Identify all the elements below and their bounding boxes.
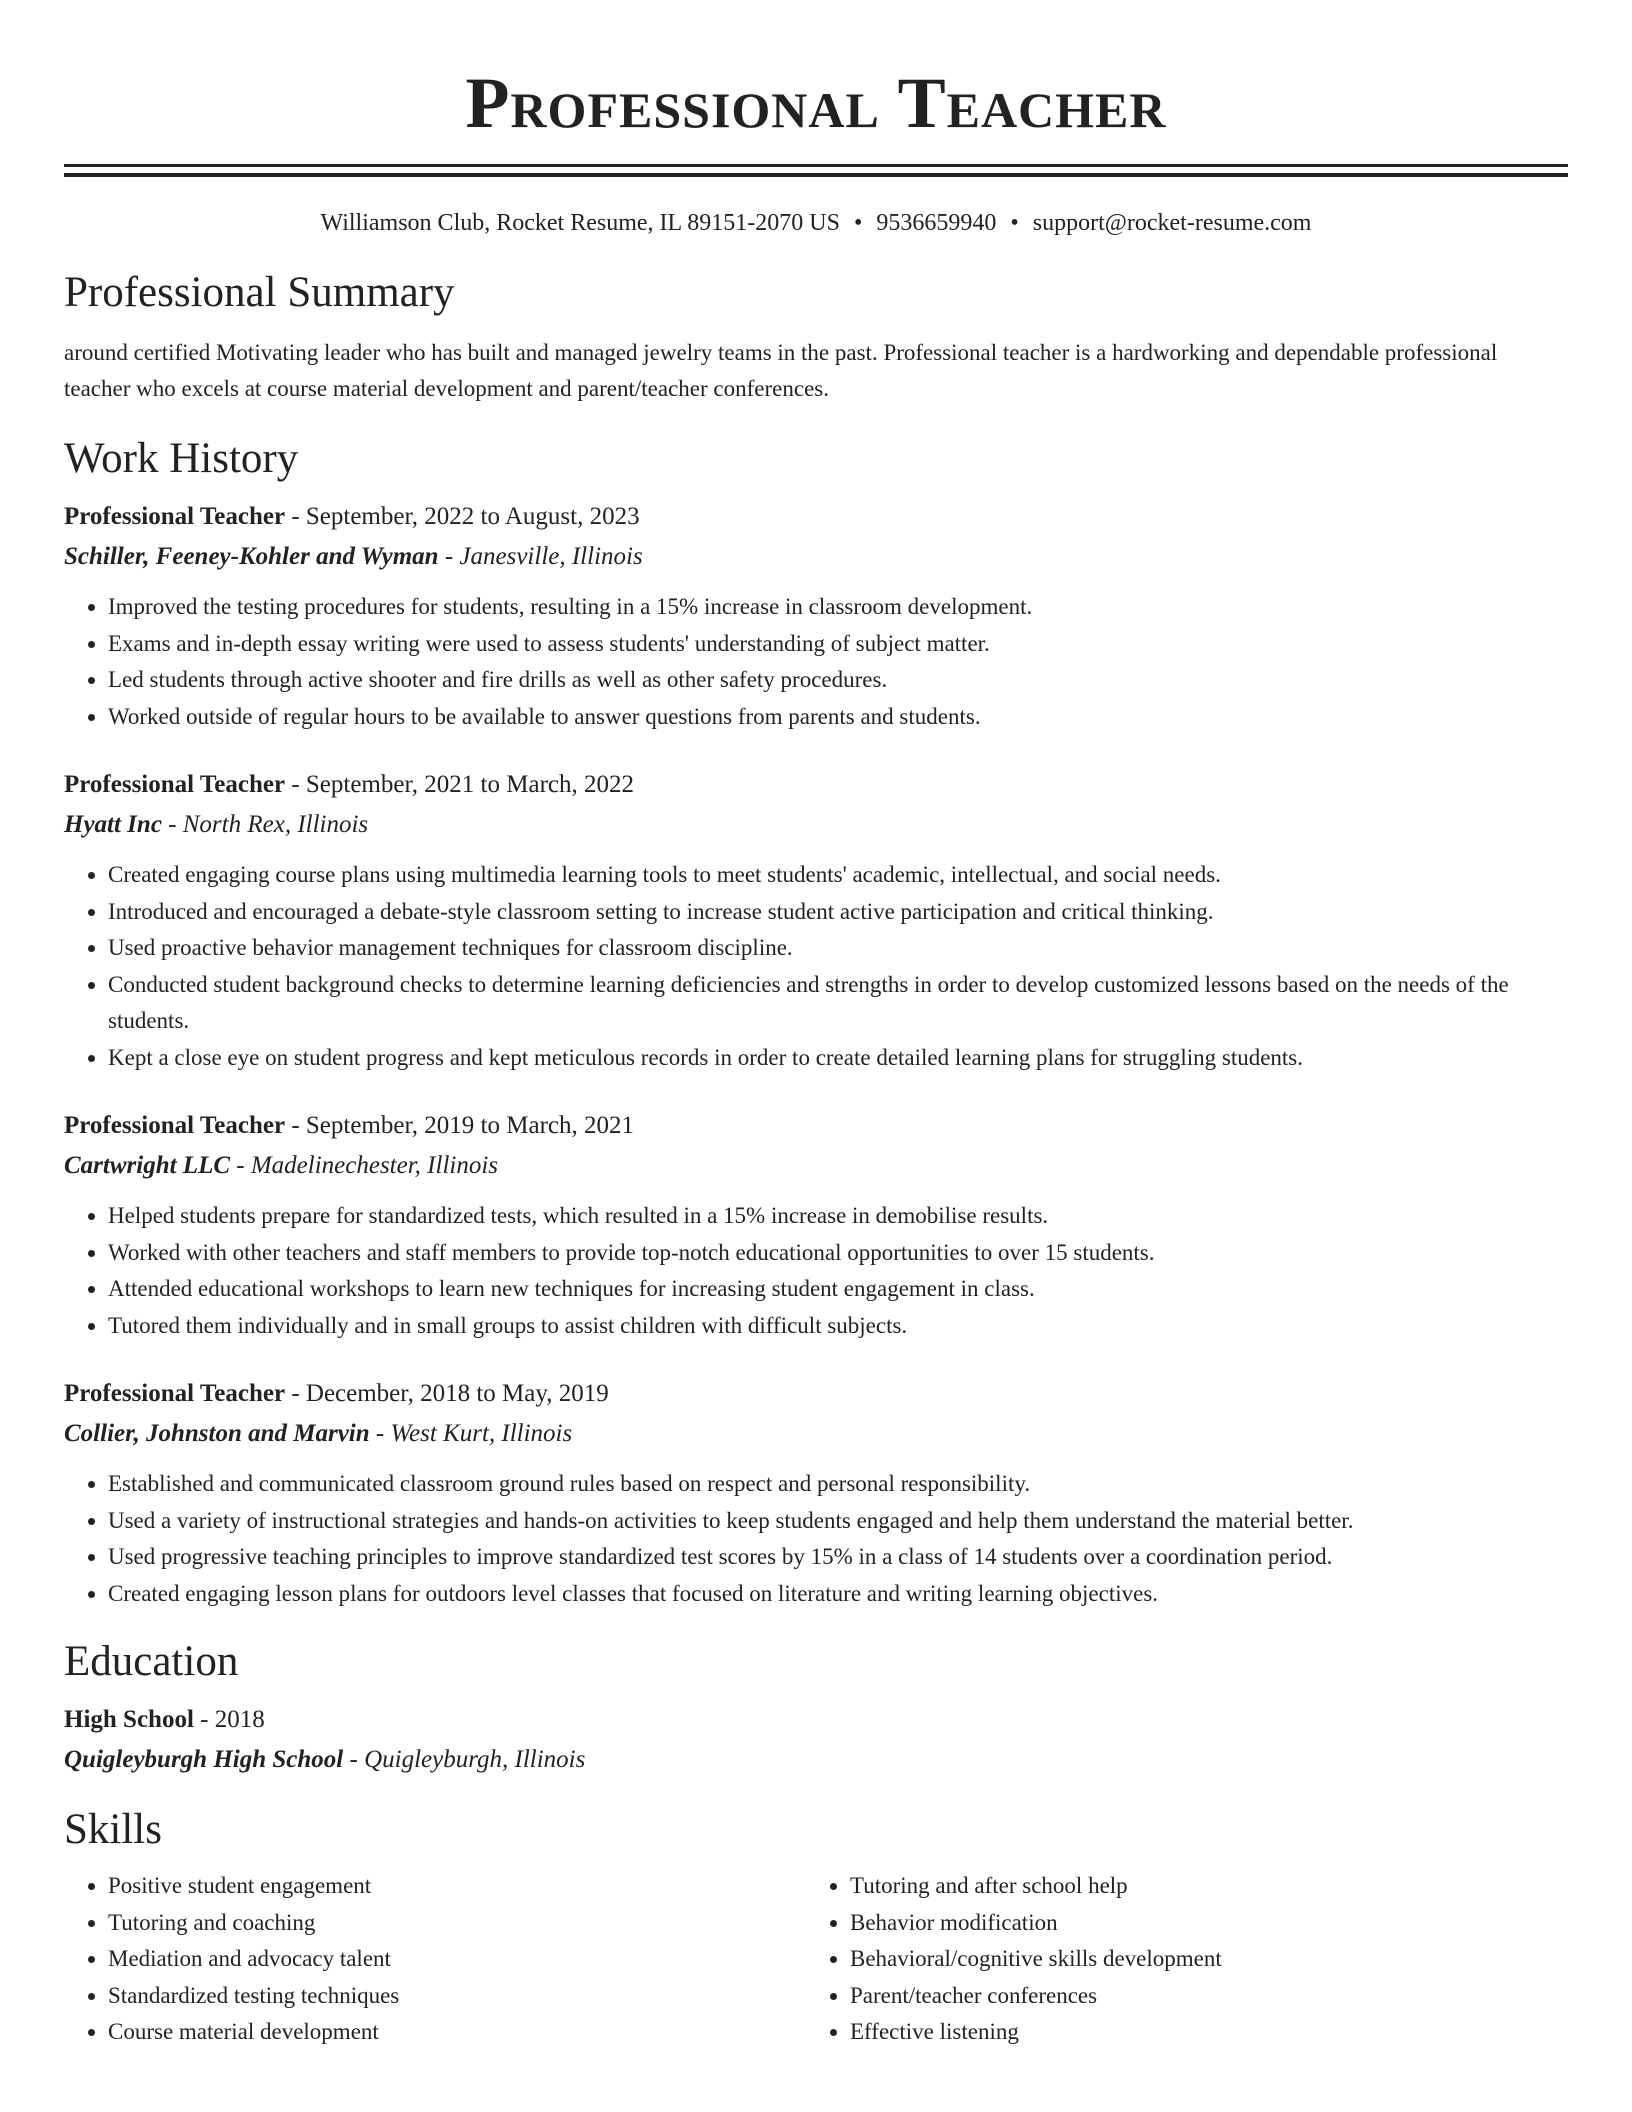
education-heading: Education <box>64 1638 239 1685</box>
employer-name: Schiller, Feeney-Kohler and Wyman <box>64 543 439 570</box>
job-bullet: • Kept a close eye on student progress and kept meticulous records in order to create detailed learning plans for struggling students. <box>108 1040 1568 1077</box>
summary-heading: Professional Summary <box>64 269 455 316</box>
job-bullet: • Created engaging course plans using multimedia learning tools to meet students' academic, intellectual, and social needs. <box>108 857 1568 894</box>
job-title-line: Professional Teacher - September, 2019 to March, 2021 <box>64 1112 634 1139</box>
education-degree-line: High School - 2018 <box>64 1706 265 1733</box>
skill-item: • Effective listening <box>850 2014 1548 2051</box>
resume-page <box>64 0 1568 2051</box>
job-bullet: • Exams and in-depth essay writing were used to assess students' understanding of subject matter. <box>108 626 1568 663</box>
education-year: 2018 <box>214 1706 265 1733</box>
education-degree: High School <box>64 1706 194 1733</box>
employer-line: Cartwright LLC - Madelinechester, Illinois <box>64 1152 499 1179</box>
employer-location: West Kurt, Illinois <box>390 1420 573 1447</box>
header-divider-bottom <box>64 173 1568 177</box>
work-history-heading: Work History <box>64 435 299 482</box>
job-bullets <box>64 1198 1568 1344</box>
job-bullet: • Tutored them individually and in small groups to assist children with difficult subjects. <box>108 1308 1568 1345</box>
employer-line: Hyatt Inc - North Rex, Illinois <box>64 811 369 838</box>
job-title: Professional Teacher <box>64 1112 286 1139</box>
contact-separator: • <box>853 210 863 236</box>
skill-item: • Tutoring and after school help <box>850 1868 1548 1905</box>
contact-email: support@rocket-resume.com <box>1032 210 1312 236</box>
contact-line <box>64 207 1568 239</box>
skills-left-column <box>64 1868 806 2051</box>
job-dates: September, 2022 to August, 2023 <box>305 503 640 530</box>
job-title-line: Professional Teacher - September, 2021 to March, 2022 <box>64 771 634 798</box>
skill-item: • Parent/teacher conferences <box>850 1978 1548 2015</box>
job-bullet: • Attended educational workshops to learn new techniques for increasing student engagement in class. <box>108 1271 1568 1308</box>
job-entry <box>64 1106 1568 1344</box>
resume-name: Professional Teacher <box>465 63 1167 143</box>
job-title-line: Professional Teacher - December, 2018 to May, 2019 <box>64 1380 609 1407</box>
job-bullet: • Used proactive behavior management techniques for classroom discipline. <box>108 930 1568 967</box>
skill-item: • Behavior modification <box>850 1905 1548 1942</box>
job-bullet: • Helped students prepare for standardized tests, which resulted in a 15% increase in demobilise results. <box>108 1198 1568 1235</box>
education-location: Quigleyburgh, Illinois <box>364 1746 586 1773</box>
job-dates: September, 2019 to March, 2021 <box>305 1112 634 1139</box>
education-school-line: Quigleyburgh High School - Quigleyburgh, Illinois <box>64 1746 586 1773</box>
contact-address: Williamson Club, Rocket Resume, IL 89151-2070 US <box>320 210 840 236</box>
summary-text: around certified Motivating leader who has built and managed jewelry teams in the past. Professional teacher is a hardworking and dependable professional teacher who excels at course material development and parent/teacher conferences. <box>64 340 1498 401</box>
job-bullet: • Introduced and encouraged a debate-style classroom setting to increase student active participation and critical thinking. <box>108 894 1568 931</box>
job-bullet: • Conducted student background checks to determine learning deficiencies and strengths in order to develop customized lessons based on the needs of the students. <box>108 967 1568 1040</box>
contact-separator: • <box>1010 210 1019 236</box>
job-title-line: Professional Teacher - September, 2022 to August, 2023 <box>64 503 640 530</box>
job-bullets <box>64 589 1568 735</box>
skills-right-column <box>806 1868 1548 2051</box>
job-bullet: • Worked with other teachers and staff members to provide top-notch educational opportunities to over 15 students. <box>108 1235 1568 1272</box>
job-bullet: • Worked outside of regular hours to be available to answer questions from parents and students. <box>108 699 1568 736</box>
employer-line: Schiller, Feeney-Kohler and Wyman - Janesville, Illinois <box>64 543 643 570</box>
employer-location: Madelinechester, Illinois <box>250 1152 499 1179</box>
job-title: Professional Teacher <box>64 1380 286 1407</box>
job-dates: December, 2018 to May, 2019 <box>305 1380 609 1407</box>
skill-item: • Positive student engagement <box>108 1868 806 1905</box>
skills-heading: Skills <box>64 1806 162 1853</box>
employer-location: North Rex, Illinois <box>182 811 369 838</box>
skill-item: • Behavioral/cognitive skills development <box>850 1941 1548 1978</box>
skills-columns <box>64 1868 1568 2051</box>
job-bullet: • Improved the testing procedures for students, resulting in a 15% increase in classroom development. <box>108 589 1568 626</box>
job-bullets <box>64 857 1568 1076</box>
job-title: Professional Teacher <box>64 771 286 798</box>
job-bullet: • Created engaging lesson plans for outdoors level classes that focused on literature and writing learning objectives. <box>108 1576 1568 1613</box>
employer-name: Collier, Johnston and Marvin <box>64 1420 370 1447</box>
employer-location: Janesville, Illinois <box>459 543 643 570</box>
employer-name: Hyatt Inc <box>64 811 162 838</box>
job-entry <box>64 1374 1568 1612</box>
job-entry <box>64 497 1568 735</box>
education-school: Quigleyburgh High School <box>64 1746 344 1773</box>
job-bullet: • Led students through active shooter and fire drills as well as other safety procedures. <box>108 662 1568 699</box>
employer-name: Cartwright LLC <box>64 1152 231 1179</box>
employer-line: Collier, Johnston and Marvin - West Kurt, Illinois <box>64 1420 573 1447</box>
contact-phone: 9536659940 <box>876 210 997 236</box>
skill-item: • Standardized testing techniques <box>108 1978 806 2015</box>
job-bullet: • Used progressive teaching principles to improve standardized test scores by 15% in a class of 14 students over a coordination period. <box>108 1539 1568 1576</box>
skill-item: • Course material development <box>108 2014 806 2051</box>
skill-item: • Mediation and advocacy talent <box>108 1941 806 1978</box>
job-bullet: • Used a variety of instructional strategies and hands-on activities to keep students engaged and help them understand the material better. <box>108 1503 1568 1540</box>
job-entry <box>64 765 1568 1076</box>
header-divider-top <box>64 164 1568 167</box>
job-dates: September, 2021 to March, 2022 <box>305 771 634 798</box>
job-title: Professional Teacher <box>64 503 286 530</box>
job-bullet: • Established and communicated classroom ground rules based on respect and personal responsibility. <box>108 1466 1568 1503</box>
skill-item: • Tutoring and coaching <box>108 1905 806 1942</box>
job-bullets <box>64 1466 1568 1612</box>
